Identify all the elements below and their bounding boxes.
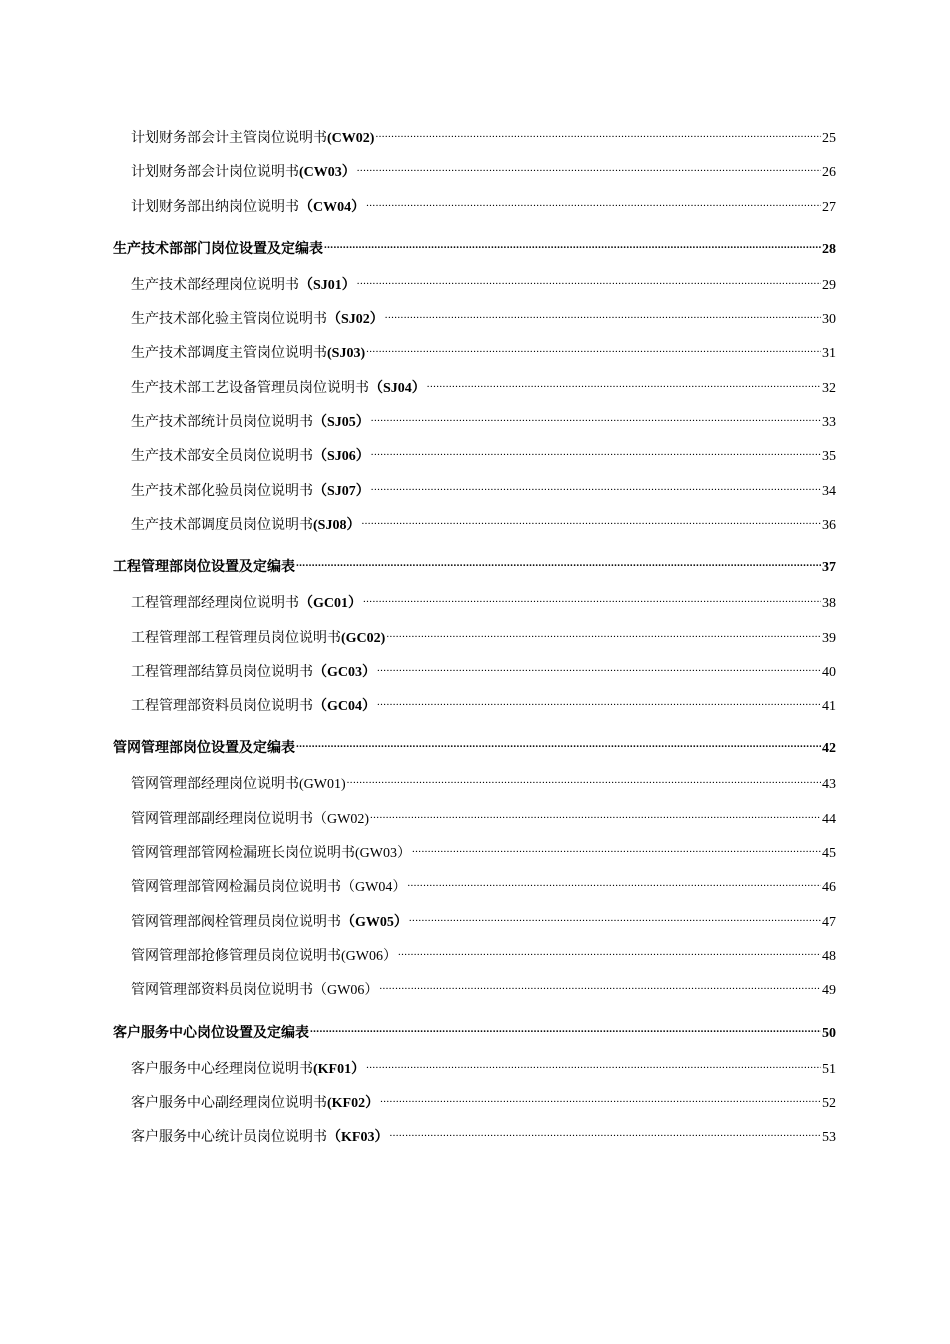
- toc-entry[interactable]: [113, 271, 836, 305]
- toc-entry[interactable]: [113, 624, 836, 658]
- toc-page-number: 53: [822, 1130, 836, 1146]
- toc-page-number: 29: [822, 277, 836, 293]
- toc-page-number: 37: [822, 560, 836, 576]
- dot-leader: [371, 408, 821, 426]
- dot-leader: [375, 124, 821, 142]
- toc-entry-code: （GC01）: [299, 596, 362, 612]
- toc-entry[interactable]: [113, 839, 836, 873]
- toc-entry[interactable]: [113, 124, 836, 158]
- toc-entry-title: [131, 448, 370, 466]
- toc-entry-title: [131, 345, 365, 363]
- dot-leader: [363, 589, 821, 607]
- toc-entry-text: 客户服务中心副经理岗位说明书: [131, 1095, 327, 1111]
- toc-entry-code: （SJ07）: [313, 483, 370, 499]
- toc-page-number: 47: [822, 914, 836, 930]
- toc-page-number: 44: [822, 811, 836, 827]
- dot-leader: [380, 1089, 821, 1107]
- toc-entry-code: （GW06）: [313, 983, 379, 999]
- toc-entry-text: 工程管理部岗位设置及定编表: [113, 560, 295, 576]
- toc-entry-code: （SJ06）: [313, 449, 370, 465]
- toc-entry[interactable]: [113, 339, 836, 373]
- toc-entry-title: [131, 914, 408, 932]
- toc-entry-title: [131, 483, 370, 501]
- toc-entry-text: 管网管理部经理岗位说明书: [131, 777, 299, 793]
- dot-leader: [409, 908, 821, 926]
- toc-page-number: 32: [822, 380, 836, 396]
- toc-page-number: 50: [822, 1025, 836, 1041]
- dot-leader: [407, 873, 821, 891]
- toc-section-entry[interactable]: [113, 553, 836, 576]
- toc-entry-text: 工程管理部经理岗位说明书: [131, 596, 299, 612]
- toc-entry-text: 客户服务中心经理岗位说明书: [131, 1061, 313, 1077]
- toc-entry-text: 生产技术部安全员岗位说明书: [131, 449, 313, 465]
- toc-entry-code: (CW02): [327, 131, 375, 146]
- toc-entry-text: 生产技术部工艺设备管理员岗位说明书: [131, 380, 369, 396]
- toc-entry-text: 管网管理部岗位设置及定编表: [113, 741, 295, 757]
- toc-entry-text: 计划财务部出纳岗位说明书: [131, 199, 299, 215]
- toc-page-number: 38: [822, 596, 836, 612]
- toc-entry[interactable]: [113, 158, 836, 192]
- toc-entry-text: 管网管理部管网检漏班长岗位说明书: [131, 846, 355, 862]
- toc-entry-code: （KF03）: [327, 1130, 389, 1146]
- toc-entry-title: [113, 241, 323, 259]
- toc-entry[interactable]: [113, 770, 836, 804]
- toc-entry-text: 生产技术部调度员岗位说明书: [131, 517, 313, 533]
- toc-entry-code: (SJ03): [327, 346, 366, 362]
- toc-page-number: 42: [822, 741, 836, 757]
- toc-entry-text: 生产技术部经理岗位说明书: [131, 277, 299, 293]
- toc-entry-title: [131, 595, 362, 613]
- toc-entry-text: 客户服务中心岗位设置及定编表: [113, 1025, 309, 1041]
- toc-entry-title: [131, 630, 385, 648]
- toc-entry-text: 生产技术部统计员岗位说明书: [131, 415, 313, 431]
- toc-entry[interactable]: [113, 1055, 836, 1089]
- toc-entry-title: [131, 664, 376, 682]
- toc-entry[interactable]: [113, 873, 836, 907]
- dot-leader: [370, 805, 821, 823]
- toc-entry-title: [131, 776, 346, 794]
- toc-page-number: 34: [822, 483, 836, 499]
- toc-entry[interactable]: [113, 408, 836, 442]
- toc-entry-text: 管网管理部资料员岗位说明书: [131, 983, 313, 999]
- toc-entry-text: 计划财务部会计岗位说明书: [131, 165, 299, 181]
- toc-entry-title: [131, 277, 356, 295]
- dot-leader: [296, 734, 821, 752]
- dot-leader: [366, 1055, 821, 1073]
- toc-entry[interactable]: [113, 976, 836, 1010]
- dot-leader: [385, 305, 821, 323]
- toc-entry-code: (GW03）: [355, 846, 411, 862]
- dot-leader: [366, 193, 821, 211]
- toc-page-number: 52: [822, 1095, 836, 1111]
- toc-page-number: 30: [822, 312, 836, 328]
- dot-leader: [366, 339, 821, 357]
- dot-leader: [412, 839, 821, 857]
- dot-leader: [296, 553, 821, 571]
- toc-entry-title: [131, 414, 370, 432]
- toc-page-number: 51: [822, 1061, 836, 1077]
- toc-entry-title: [131, 164, 356, 182]
- toc-entry[interactable]: [113, 692, 836, 726]
- toc-entry-code: （GC04）: [313, 699, 376, 715]
- toc-page-number: 28: [822, 241, 836, 257]
- toc-entry-title: [113, 740, 295, 758]
- toc-entry-text: 工程管理部资料员岗位说明书: [131, 699, 313, 715]
- toc-entry-code: (KF01）: [313, 1061, 366, 1077]
- toc-entry-code: （GW04）: [341, 880, 407, 896]
- dot-leader: [361, 511, 821, 529]
- toc-entry-code: （SJ02）: [327, 312, 384, 328]
- toc-entry-title: [131, 879, 406, 897]
- toc-page-number: 25: [822, 131, 836, 146]
- toc-entry-code: (GW01): [299, 777, 346, 793]
- dot-leader: [324, 235, 821, 253]
- toc-page-number: 43: [822, 777, 836, 793]
- toc-entry-title: [131, 1061, 365, 1079]
- toc-entry-title: [131, 130, 374, 148]
- toc-page-number: 33: [822, 415, 836, 431]
- toc-entry-text: 客户服务中心统计员岗位说明书: [131, 1130, 327, 1146]
- toc-entry-text: 管网管理部抢修管理员岗位说明书: [131, 948, 341, 964]
- toc-entry[interactable]: [113, 1089, 836, 1123]
- toc-entry-text: 管网管理部副经理岗位说明书: [131, 811, 313, 827]
- toc-entry[interactable]: [113, 374, 836, 408]
- table-of-contents: [113, 124, 836, 1157]
- toc-entry[interactable]: [113, 658, 836, 692]
- toc-entry-code: (KF02）: [327, 1095, 380, 1111]
- toc-entry[interactable]: [113, 805, 836, 839]
- toc-entry-code: （GC03）: [313, 664, 376, 680]
- toc-entry-code: （SJ05）: [313, 415, 370, 431]
- toc-page-number: 49: [822, 983, 836, 999]
- dot-leader: [357, 271, 821, 289]
- toc-entry-code: (GW06）: [341, 948, 397, 964]
- toc-entry-title: [131, 380, 426, 398]
- toc-entry-title: [131, 311, 384, 329]
- dot-leader: [371, 442, 821, 460]
- toc-entry-text: 管网管理部管网检漏员岗位说明书: [131, 880, 341, 896]
- dot-leader: [377, 692, 821, 710]
- dot-leader: [379, 976, 821, 994]
- dot-leader: [386, 624, 821, 642]
- toc-entry-title: [131, 517, 360, 535]
- toc-entry[interactable]: [113, 477, 836, 511]
- dot-leader: [398, 942, 821, 960]
- dot-leader: [347, 770, 821, 788]
- toc-entry-code: (GC02): [341, 630, 386, 646]
- toc-entry[interactable]: [113, 908, 836, 942]
- toc-page-number: 45: [822, 846, 836, 862]
- toc-section-entry[interactable]: [113, 734, 836, 757]
- toc-entry-code: (SJ08）: [313, 517, 361, 533]
- toc-entry-title: [131, 1095, 379, 1113]
- toc-entry[interactable]: [113, 193, 836, 227]
- toc-section-entry[interactable]: [113, 235, 836, 257]
- toc-entry-code: （CW04）: [299, 199, 366, 215]
- toc-entry[interactable]: [113, 305, 836, 339]
- toc-entry-text: 生产技术部部门岗位设置及定编表: [113, 241, 323, 257]
- toc-entry-title: [131, 811, 369, 829]
- toc-entry-text: 管网管理部阀栓管理员岗位说明书: [131, 914, 341, 930]
- toc-entry-title: [131, 199, 365, 217]
- dot-leader: [377, 658, 821, 676]
- toc-page-number: 41: [822, 699, 836, 715]
- toc-page-number: 46: [822, 880, 836, 896]
- toc-page-number: 26: [822, 165, 836, 181]
- toc-entry-text: 计划财务部会计主管岗位说明书: [131, 131, 327, 146]
- toc-entry[interactable]: [113, 442, 836, 476]
- toc-entry-title: [131, 845, 411, 863]
- toc-entry-text: 工程管理部结算员岗位说明书: [131, 664, 313, 680]
- toc-entry-title: [131, 948, 397, 966]
- toc-page-number: 48: [822, 948, 836, 964]
- toc-entry[interactable]: [113, 1123, 836, 1157]
- toc-entry[interactable]: [113, 511, 836, 545]
- toc-entry-code: （GW02): [313, 811, 369, 827]
- toc-entry-code: (CW03）: [299, 165, 356, 181]
- toc-section-entry[interactable]: [113, 1019, 836, 1041]
- toc-entry-title: [131, 698, 376, 716]
- toc-entry-code: （SJ01）: [299, 277, 356, 293]
- dot-leader: [310, 1019, 821, 1037]
- toc-page-number: 27: [822, 199, 836, 215]
- dot-leader: [357, 158, 821, 176]
- toc-entry-title: [113, 1025, 309, 1043]
- toc-entry-code: （SJ04）: [369, 380, 426, 396]
- toc-entry[interactable]: [113, 942, 836, 976]
- toc-entry-title: [113, 559, 295, 577]
- dot-leader: [389, 1123, 821, 1141]
- toc-page-number: 35: [822, 449, 836, 465]
- toc-entry-text: 生产技术部化验主管岗位说明书: [131, 312, 327, 328]
- toc-entry-title: [131, 1129, 388, 1147]
- toc-entry-text: 生产技术部化验员岗位说明书: [131, 483, 313, 499]
- toc-page-number: 39: [822, 630, 836, 646]
- toc-entry-text: 生产技术部调度主管岗位说明书: [131, 346, 327, 362]
- dot-leader: [427, 374, 821, 392]
- toc-entry[interactable]: [113, 589, 836, 623]
- toc-page-number: 40: [822, 664, 836, 680]
- dot-leader: [371, 477, 821, 495]
- toc-entry-title: [131, 982, 378, 1000]
- toc-entry-code: （GW05）: [341, 914, 408, 930]
- toc-page-number: 31: [822, 346, 836, 362]
- toc-entry-text: 工程管理部工程管理员岗位说明书: [131, 630, 341, 646]
- toc-page-number: 36: [822, 517, 836, 533]
